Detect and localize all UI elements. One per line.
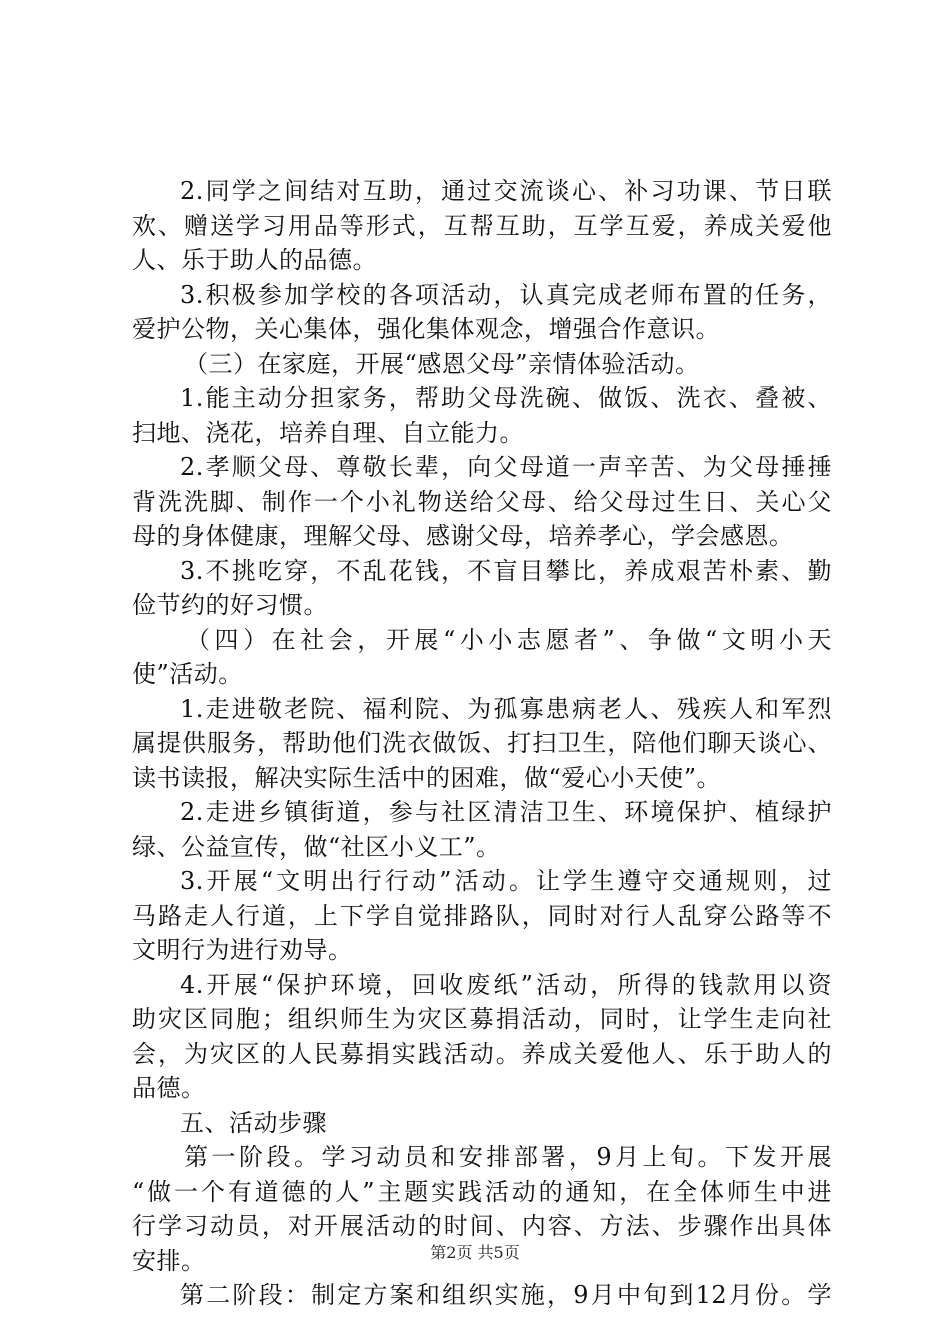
text-line: 3.不挑吃穿，不乱花钱，不盲目攀比，养成艰苦朴素、勤 [180,556,832,585]
text-line: 背洗洗脚、制作一个小礼物送给父母、给父母过生日、关心父 [132,487,832,516]
text-line: 1.能主动分担家务，帮助父母洗碗、做饭、洗衣、叠被、 [180,384,832,412]
text-line: 会，为灾区的人民募捐实践活动。养成关爱他人、乐于助人的 [132,1039,832,1068]
text-line: 人、乐于助人的品德。 [132,246,377,274]
text-line: 助灾区同胞；组织师生为灾区募捐活动，同时，让学生走向社 [132,1005,832,1033]
text-line: 文明行为进行劝导。 [132,936,353,964]
text-line: 母的身体健康，理解父母、感谢父母，培养孝心，学会感恩。 [132,522,794,550]
text-line: “做一个有道德的人”主题实践活动的通知，在全体师生中进 [132,1177,832,1206]
text-line: 第二阶段：制定方案和组织实施，9月中旬到12月份。学 [180,1281,832,1309]
text-line: 扫地、浇花，培养自理、自立能力。 [132,418,524,447]
text-line: 欢、赠送学习用品等形式，互帮互助，互学互爱，养成关爱他 [132,211,832,240]
text-line: 读书读报，解决实际生活中的困难，做“爱心小天使”。 [132,763,722,792]
text-line: 品德。 [132,1074,206,1102]
section-heading: 五、活动步骤 [180,1108,327,1137]
text-line: 4.开展“保护环境，回收废纸”活动，所得的钱款用以资 [180,970,832,999]
text-line: 行学习动员，对开展活动的时间、内容、方法、步骤作出具体 [132,1212,832,1240]
text-line: 马路走人行道，上下学自觉排路队，同时对行人乱穿公路等不 [132,901,832,930]
text-line: （三）在家庭，开展“感恩父母”亲情体验活动。 [184,349,700,378]
text-line: 2.走进乡镇街道，参与社区清洁卫生、环境保护、植绿护 [180,798,832,826]
text-line: 属提供服务，帮助他们洗衣做饭、打扫卫生，陪他们聊天谈心、 [132,729,832,757]
text-line: 安排。 [132,1246,206,1275]
page-number-footer: 第2页 共5页 [430,1243,520,1262]
text-line: （四）在社会，开展“小小志愿者”、争做“文明小天 [186,625,832,654]
text-line: 2.孝顺父母、尊敬长辈，向父母道一声辛苦、为父母捶捶 [180,453,832,481]
text-line: 爱护公物，关心集体，强化集体观念，增强合作意识。 [132,315,720,343]
document-body [132,174,832,1313]
text-line: 3.开展“文明出行行动”活动。让学生遵守交通规则，过 [180,867,832,895]
text-line: 3.积极参加学校的各项活动，认真完成老师布置的任务， [180,280,832,309]
text-line: 绿、公益宣传，做“社区小义工”。 [132,832,501,861]
text-line: 2.同学之间结对互助，通过交流谈心、补习功课、节日联 [180,177,832,205]
text-line: 第一阶段。学习动员和安排部署，9月上旬。下发开展 [184,1143,832,1171]
text-line: 使”活动。 [132,660,243,688]
text-line: 俭节约的好习惯。 [132,591,328,619]
text-line: 1.走进敬老院、福利院、为孤寡患病老人、残疾人和军烈 [180,694,832,723]
